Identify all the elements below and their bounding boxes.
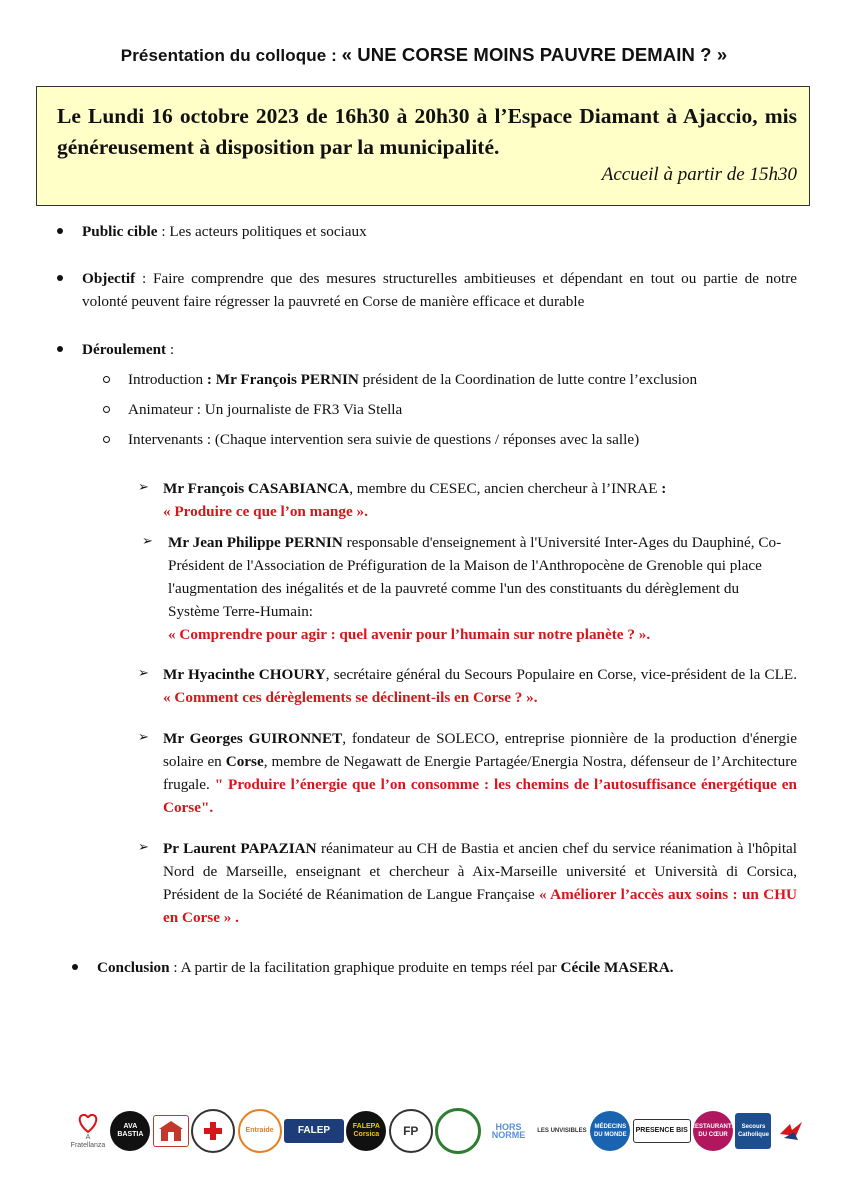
a-fratellanza-logo [68,1111,108,1151]
animateur-text: Animateur : Un journaliste de FR3 Via Stella [128,401,403,418]
objectif-label: Objectif [82,270,136,287]
restos-du-coeur-logo [690,1111,736,1151]
logo-label: FP [403,1124,419,1138]
federation-logo [774,1111,808,1151]
speaker-3 [163,663,797,709]
red-cross-icon [202,1120,224,1142]
logo-label: AVA BASTIA [117,1123,144,1138]
fp-logo [389,1109,433,1153]
logo-label: LES UNVISIBLES [537,1128,587,1134]
event-info-box [36,86,810,206]
talk-title: " Produire l’énergie que l’on consomme : les chemins de l’autosuffisance énergétique en Corse". [163,776,797,816]
house-icon [158,1120,184,1142]
logo-label: FALEP [297,1125,331,1136]
falepa-corsica-logo [346,1111,386,1151]
les-unvisibles-logo [536,1111,588,1151]
house-logo [153,1115,189,1147]
circle-bullet-icon [103,406,110,413]
logo-label: Secours Catholique [737,1124,769,1138]
intro-item [128,368,808,391]
colloque-title: « UNE CORSE MOINS PAUVRE DEMAIN ? » [341,44,728,65]
intro-post: président de la Coordination de lutte contre l’exclusion [358,371,698,388]
medecins-du-monde-logo [590,1111,630,1151]
speaker-desc: , fondateur de SOLECO, entreprise pionnière de la production d'énergie solaire en [163,730,797,770]
arrow-bullet-icon: ➢ [142,534,153,549]
arrow-bullet-icon: ➢ [138,840,149,855]
speaker-colon: : [661,480,667,497]
objectif-section [82,267,797,313]
partner-logos [68,1105,808,1157]
speaker-name: Mr François CASABIANCA [163,480,350,497]
intro-pre: Introduction [128,371,207,388]
speaker-2 [168,531,790,646]
deroulement-section [82,338,797,361]
logo-label: FALEPA Corsica [352,1123,380,1138]
circle-bullet-icon [103,376,110,383]
speaker-name: Mr Georges GUIRONNET [163,730,343,747]
speaker-5 [163,837,797,929]
logo-label: Entraide [245,1127,274,1134]
falep-logo [284,1119,344,1143]
intervenants-text: Intervenants : (Chaque intervention sera suivie de questions / réponses avec la salle) [128,431,640,448]
intro-speaker: : Mr François PERNIN [206,371,359,388]
public-section [82,220,797,243]
logo-label: A Fratellanza [70,1134,106,1149]
heart-icon [76,1112,100,1134]
public-text: : Les acteurs politiques et sociaux [157,223,367,240]
arrow-bullet-icon: ➢ [138,730,149,745]
bullet-icon [57,346,63,352]
speaker-desc: , membre du CESEC, ancien chercheur à l’INRAE [349,480,662,497]
speaker-name: Mr Hyacinthe CHOURY [163,666,326,683]
conclusion-text: : A partir de la facilitation graphique produite en temps réel par [169,959,561,976]
bird-icon [776,1116,806,1146]
deroulement-colon: : [166,341,175,358]
conclusion-section [97,956,817,979]
public-label: Public cible [82,223,158,240]
speaker-4 [163,727,797,819]
secours-catholique-logo [735,1113,771,1149]
speaker-desc-2: , membre de Negawatt de Energie Partagée/Energia Nostra, défenseur de l’Architecture frugale. [163,753,797,793]
croix-rouge-logo [191,1109,235,1153]
speaker-name: Pr Laurent PAPAZIAN [163,840,317,857]
event-date-location: Le Lundi 16 octobre 2023 de 16h30 à 20h30 à l’Espace Diamant à Ajaccio, mis généreusement à disposition par la municipalité. [57,104,797,159]
talk-title: « Comprendre pour agir : quel avenir pour l’humain sur notre planète ? ». [168,626,651,643]
bullet-icon [72,964,78,970]
hors-norme-logo [484,1111,534,1151]
presence-bis-logo [633,1119,691,1143]
speaker-name: Mr Jean Philippe PERNIN [168,534,343,551]
talk-title: « Comment ces dérèglements se déclinent-ils en Corse ? ». [163,689,538,706]
speaker-desc: , secrétaire général du Secours Populaire en Corse, vice-président de la CLE. [325,666,798,683]
deroulement-label: Déroulement [82,341,167,358]
speaker-desc: réanimateur au CH de Bastia et ancien chef du service réanimation à l'hôpital Nord de Marseille, enseignant et chercheur à Aix-Marseille université et Università di Corsica, Président de la Société de Réanimation de Langue Française [163,840,798,903]
entraide-logo [238,1109,282,1153]
objectif-text: : Faire comprendre que des mesures structurelles ambitieuses et dépendant en tout ou partie de notre volonté peuvent faire régresser la pauvreté en Corse de manière efficace et durable [82,270,797,310]
speaker-1 [163,477,797,523]
conclusion-label: Conclusion [97,959,170,976]
arrow-bullet-icon: ➢ [138,666,149,681]
logo-label: MÉDECINS DU MONDE [593,1124,627,1138]
conclusion-name: Cécile MASERA. [560,959,674,976]
talk-title: « Améliorer l’accès aux soins : un CHU en Corse » . [163,886,797,926]
welcome-time: Accueil à partir de 15h30 [601,164,797,185]
speaker-desc-bold: Corse [225,753,264,770]
animateur-item [128,398,808,421]
bullet-icon [57,228,63,234]
page-title [0,44,848,66]
intervenants-item [128,428,808,451]
bullet-icon [57,275,63,281]
logo-label: RESTAURANTS DU CŒUR [690,1124,736,1138]
logo-label: HORS NORME [491,1122,526,1140]
green-circle-logo [435,1108,481,1154]
logo-label: PRESENCE BIS [635,1127,688,1134]
ava-bastia-logo [110,1111,150,1151]
talk-title: « Produire ce que l’on mange ». [163,503,368,520]
title-prefix: Présentation du colloque : [120,46,342,65]
speaker-desc: responsable d'enseignement à l'Université Inter-Ages du Dauphiné, Co-Président de l'Association de Préfiguration de la Maison de l'Anthropocène de Grenoble qui place l'augmentation des inégalités et de la pauvreté comme l'un des constituants du dérèglement du Système Terre-Humain: [168,534,782,620]
circle-bullet-icon [103,436,110,443]
arrow-bullet-icon: ➢ [138,480,149,495]
